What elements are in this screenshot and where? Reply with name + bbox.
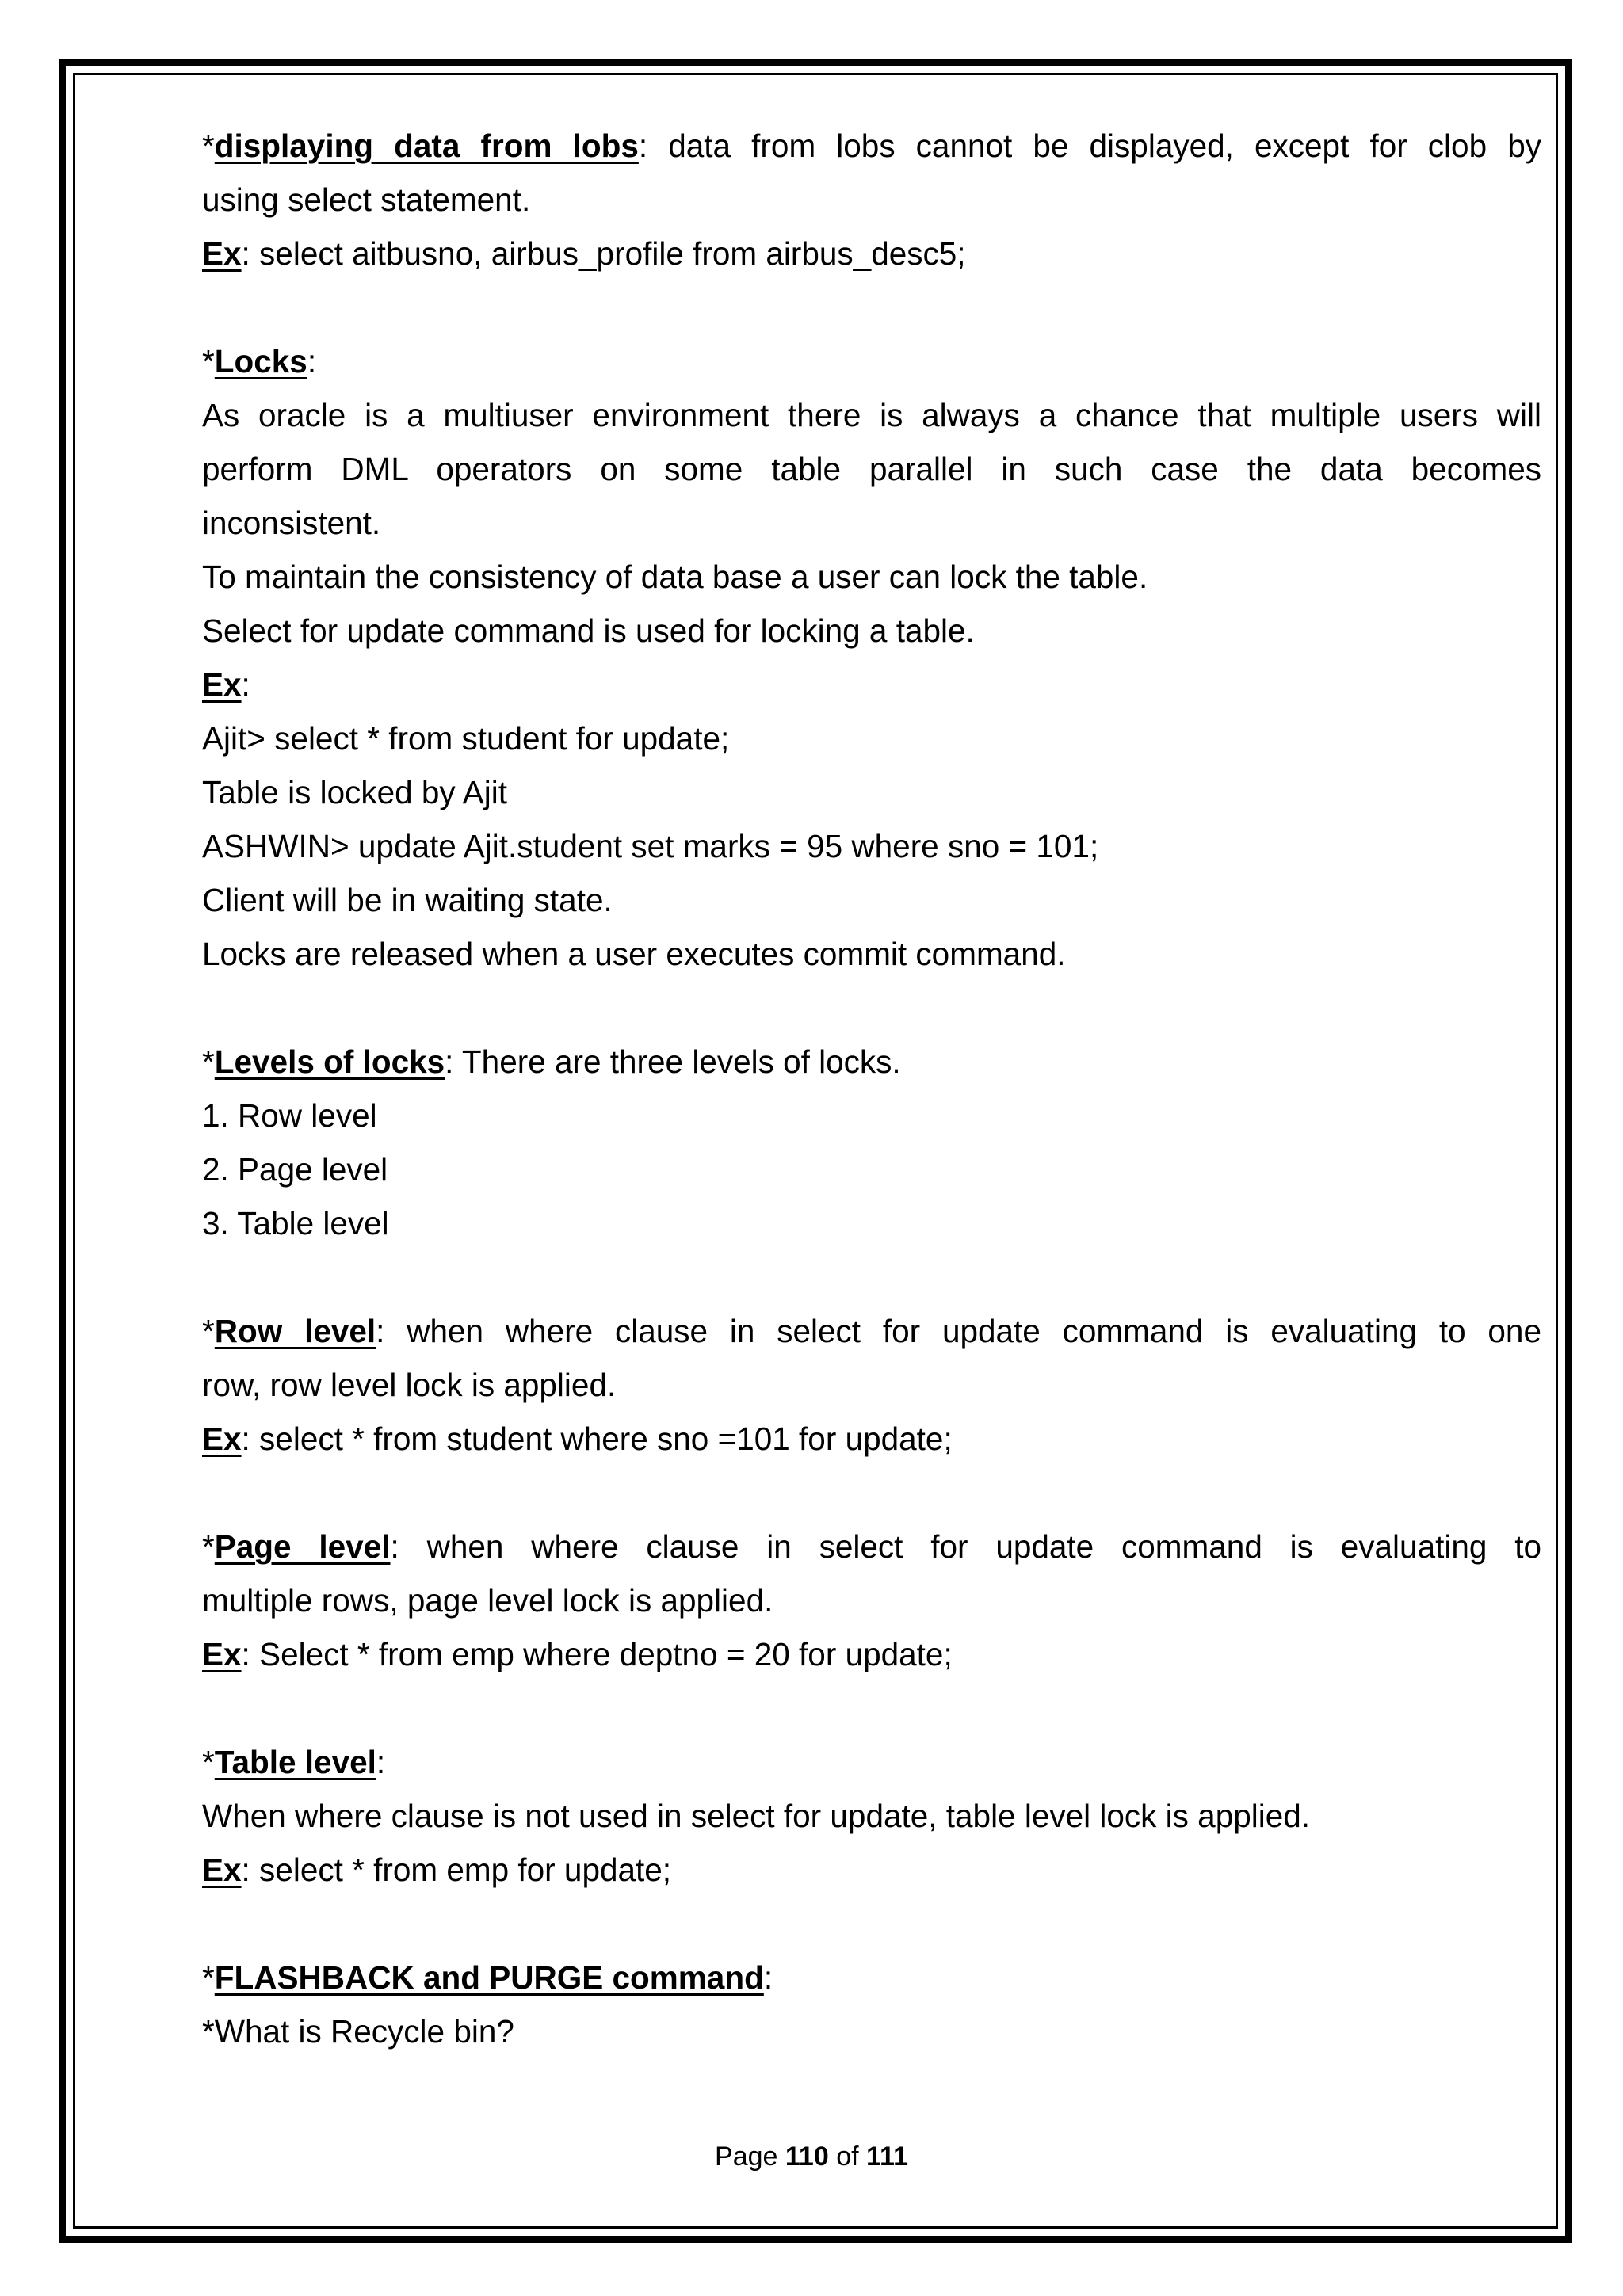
current-page-number: 110	[785, 2142, 829, 2172]
list-item: 1. Row level	[202, 1097, 377, 1134]
example-label: Ex	[202, 1852, 242, 1888]
locks-example-line: Locks are released when a user executes commit command.	[202, 936, 1066, 972]
page-level-example: Ex: Select * from emp where deptno = 20 for update;	[202, 1636, 953, 1672]
example-label: Ex	[202, 1636, 242, 1672]
example-label: Ex	[202, 235, 242, 272]
table-level-heading-line: *Table level:	[202, 1744, 386, 1780]
row-level-text-line: row, row level lock is applied.	[202, 1367, 617, 1403]
levels-heading-line: *Levels of locks: There are three levels of locks.	[202, 1043, 901, 1080]
locks-example-label-line: Ex:	[202, 666, 250, 703]
locks-heading-line: *Locks:	[202, 343, 317, 379]
lobs-heading-line: *displaying data from lobs: data from lobs cannot be displayed, except for clob by	[202, 128, 1541, 164]
table-level-heading: Table level	[214, 1744, 376, 1780]
page-level-text-line: multiple rows, page level lock is applied.	[202, 1582, 773, 1619]
table-level-text-line: When where clause is not used in select for update, table level lock is applied.	[202, 1798, 1311, 1834]
row-level-heading: Row level	[214, 1313, 376, 1349]
locks-example-line: Client will be in waiting state.	[202, 882, 613, 918]
flashback-heading: FLASHBACK and PURGE command	[214, 1959, 764, 1996]
row-level-heading-line: *Row level: when where clause in select for update command is evaluating to one	[202, 1313, 1541, 1349]
list-item: 2. Page level	[202, 1151, 388, 1188]
locks-text-line: As oracle is a multiuser environment there is always a chance that multiple users will	[202, 397, 1541, 433]
example-label: Ex	[202, 1421, 242, 1457]
page-number	[0, 2139, 1623, 2174]
locks-example-line: ASHWIN> update Ajit.student set marks = 95 where sno = 101;	[202, 828, 1099, 864]
lobs-heading: displaying data from lobs	[214, 128, 639, 164]
locks-heading: Locks	[214, 343, 307, 379]
document-body	[202, 119, 1541, 2058]
levels-heading: Levels of locks	[214, 1043, 445, 1080]
page-level-heading-line: *Page level: when where clause in select for update command is evaluating to	[202, 1528, 1541, 1565]
flashback-text-line: *What is Recycle bin?	[202, 2013, 514, 2050]
locks-text-line: inconsistent.	[202, 505, 381, 541]
lobs-example: Ex: select aitbusno, airbus_profile from airbus_desc5;	[202, 235, 966, 272]
flashback-heading-line: *FLASHBACK and PURGE command:	[202, 1959, 773, 1996]
total-pages-number: 111	[866, 2142, 908, 2172]
list-item: 3. Table level	[202, 1205, 389, 1241]
table-level-example: Ex: select * from emp for update;	[202, 1852, 672, 1888]
locks-example-line: Table is locked by Ajit	[202, 774, 507, 810]
page-word: Page	[715, 2142, 778, 2172]
of-word: of	[836, 2142, 859, 2172]
lobs-text-line: using select statement.	[202, 181, 531, 218]
locks-example-line: Ajit> select * from student for update;	[202, 720, 730, 757]
locks-text-line: To maintain the consistency of data base a user can lock the table.	[202, 559, 1148, 595]
locks-text-line: Select for update command is used for locking a table.	[202, 612, 975, 649]
example-label: Ex	[202, 666, 242, 703]
row-level-example: Ex: select * from student where sno =101 for update;	[202, 1421, 953, 1457]
page-level-heading: Page level	[214, 1528, 391, 1565]
locks-text-line: perform DML operators on some table parallel in such case the data becomes	[202, 451, 1541, 487]
